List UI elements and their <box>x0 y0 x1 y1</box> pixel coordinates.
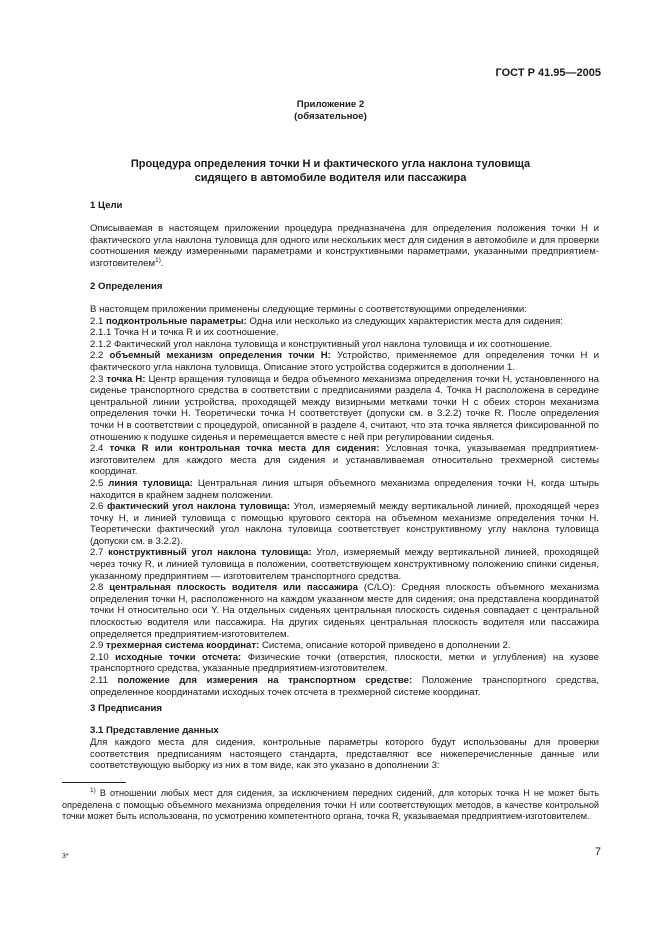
definition-2-2 <box>90 350 599 373</box>
sheet-mark: 3* <box>62 853 69 860</box>
definition-2-7 <box>90 547 599 582</box>
def-text: Условная точка, указываемая предприятием-изготовителем для каждого места для сидения и устанавливаемая относительно трехмерной системы координат. <box>90 443 599 478</box>
section-1-body <box>90 223 599 269</box>
def-text: Центральная линия штыря объемного механизма определения точки H, когда штырь находится в крайнем заднем положении. <box>90 477 599 501</box>
appendix-title: Приложение 2 <box>296 99 365 110</box>
def-num: 2.5 <box>90 477 109 489</box>
def-term: трехмерная система координат: <box>106 640 260 652</box>
def-text: Система, описание которой приведено в дополнении 2. <box>259 640 511 652</box>
title-line-1: Процедура определения точки H и фактического угла наклона туловища <box>130 158 531 170</box>
definition-2-1-2: 2.1.2 Фактический угол наклона туловища и конструктивный угол наклона туловища и их соотношение. <box>90 338 553 350</box>
section-3-paragraph: Для каждого места для сидения, контрольные параметры которого будут использованы для проверки соответствия предписаниям настоящего стандарта, представляют все нижеперечисленные данные или соответствующую выборку из них в том виде, как это указано в дополнении 3: <box>90 737 599 772</box>
def-text: (C/LO): Средняя плоскость объемного механизма определения точки H, расположенного на каждом указанном месте для сидения; она представлена координатой точки H относительно оси Y. На отдельных сиденьях центральная плоскость сиденья совпадает с центральной плоскостью водителя или пассажира. На других сиденьях центральная плоскость водителя или пассажира определяется предприятием-изготовителем. <box>90 582 599 640</box>
def-text: Центр вращения туловища и бедра объемного механизма определения точки H, установленного на сиденье транспортного средства в соответствии с предписаниями раздела 4. Точка H расположена в середине центральной линии устройства, проходящей между визирными метками точки H с обеих сторон механизма определения точки H. Теоретически точка H соответствует (допуски см. в 3.2.2) точке R. После определения точки H в соответствии с процедурой, описанной в разделе 4, считают, что эта точка является фиксированной по отношению к подушке сиденья и перемещается вместе с ней при регулировании сиденья. <box>90 373 599 443</box>
standard-header: ГОСТ Р 41.95—2005 <box>495 67 601 79</box>
appendix-status: (обязательное) <box>294 111 367 122</box>
def-text: Положение транспортного средства, определенное координатами исходных точек отсчета в трехмерной системе координат. <box>90 675 599 698</box>
def-num: 2.6 <box>90 501 107 513</box>
section-2-body <box>90 304 599 698</box>
title-line-2: сидящего в автомобиле водителя или пассажира <box>194 172 467 184</box>
definition-2-1-1: 2.1.1 Точка H и точка R и их соотношение. <box>90 327 279 339</box>
def-num: 2.1 <box>90 315 107 327</box>
def-term: центральная плоскость водителя или пассажира <box>109 582 358 594</box>
definition-2-9 <box>90 640 599 652</box>
def-num: 2.10 <box>90 651 116 663</box>
definition-2-11 <box>90 675 599 698</box>
footnote-indent <box>62 788 90 798</box>
def-num: 2.7 <box>90 547 109 559</box>
footnote-text: В отношении любых мест для сидения, за исключением передних сидений, для которых точка H не может быть определена с помощью объемного механизма определения точки H или соответствующих методов, в качестве контрольной точки может быть использована, по усмотрению компетентного органа, точка R, указываемая предприятием-изготовителем. <box>62 788 599 822</box>
footnote-mark: 1) <box>90 786 96 794</box>
def-text: Устройство, применяемое для определения точки H и фактического угла наклона туловища. Описание этого устройства содержится в дополнении 1. <box>90 350 599 373</box>
section-3-body <box>90 737 599 772</box>
footnote-ref: 1) <box>155 256 161 264</box>
section-1-text: Описываемая в настоящем приложении процедура предназначена для определения положения точки H и фактического угла наклона туловища для одного или нескольких мест для сидения в автомобиле и для проверки соотношения между измеренными параметрами и конструктивными параметрами, указанными предприятием-изготовителем <box>90 223 599 269</box>
def-term: исходные точки отсчета: <box>115 651 242 663</box>
footnote <box>62 788 599 823</box>
def-text: Одна или несколько из следующих характеристик места для сидения: <box>246 315 563 327</box>
definitions-intro: В настоящем приложении применены следующие термины с соответствующими определениями: <box>90 304 527 315</box>
definition-2-4 <box>90 443 599 478</box>
def-num: 2.3 <box>90 373 107 385</box>
def-text: Угол, измеряемый между вертикальной линией, проходящей через точку H, и линией туловища с помощью кругового сектора на объемном механизме определения точки H. Теоретически фактический угол наклона туловища соответствует конструктивному углу наклона туловища (допуски см. в 3.2.2). <box>90 501 599 547</box>
appendix-heading <box>0 99 661 123</box>
section-2-heading: 2 Определения <box>90 281 163 292</box>
def-term: объемный механизм определения точки H: <box>109 350 331 362</box>
def-term: фактический угол наклона туловища: <box>106 501 291 513</box>
definition-2-3 <box>90 374 599 444</box>
def-text: Угол, измеряемый между вертикальной линией, проходящей через точку R, и линией туловища в положении, соответствующем конструктивному положению спинки сиденья, указанному предприятием — изготовителем транспортного средства. <box>90 547 599 582</box>
def-num: 2.11 <box>90 675 118 686</box>
footnote-divider <box>62 782 126 783</box>
def-text: Физические точки (отверстия, плоскости, метки и углубления) на кузове транспортного средства, указанные предприятием-изготовителем. <box>90 651 599 675</box>
def-num: 2.2 <box>90 350 110 362</box>
definition-2-1 <box>90 316 599 328</box>
def-term: точка R или контрольная точка места для сидения: <box>109 443 380 455</box>
def-term: подконтрольные параметры: <box>106 315 247 327</box>
section-1-paragraph <box>90 223 599 269</box>
def-num: 2.8 <box>90 582 110 594</box>
document-title <box>0 157 661 185</box>
section-3-heading: 3 Предписания <box>90 703 162 714</box>
definition-2-5 <box>90 478 599 501</box>
def-num: 2.4 <box>90 443 110 455</box>
page-number: 7 <box>594 846 601 858</box>
def-term: точка H: <box>106 373 146 385</box>
definition-2-6 <box>90 501 599 547</box>
def-term: конструктивный угол наклона туловища: <box>108 547 312 559</box>
definition-2-10 <box>90 652 599 675</box>
definition-2-8 <box>90 582 599 640</box>
section-3-1-heading: 3.1 Представление данных <box>90 725 219 736</box>
def-num: 2.9 <box>90 640 107 652</box>
def-term: линия туловища: <box>108 477 193 489</box>
def-term: положение для измерения на транспортном средстве: <box>117 675 413 686</box>
section-1-heading: 1 Цели <box>90 200 123 211</box>
section-1-end: . <box>160 257 164 269</box>
